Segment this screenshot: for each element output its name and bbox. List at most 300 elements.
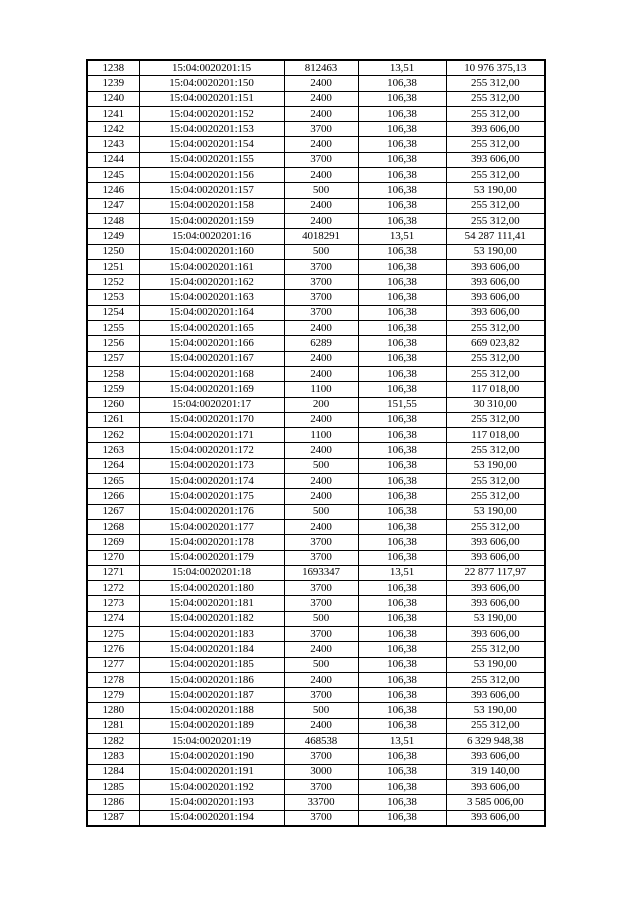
cadastral-number-cell: 15:04:0020201:189 (139, 718, 284, 733)
table-row (87, 718, 545, 733)
table-row (87, 672, 545, 687)
area-cell: 468538 (284, 734, 358, 749)
row-number-cell: 1246 (87, 183, 139, 198)
row-number-cell: 1261 (87, 412, 139, 427)
table-row (87, 198, 545, 213)
value-cell: 255 312,00 (446, 106, 545, 121)
rate-cell: 106,38 (358, 91, 446, 106)
area-cell: 500 (284, 657, 358, 672)
row-number-cell: 1238 (87, 60, 139, 76)
row-number-cell: 1273 (87, 596, 139, 611)
value-cell: 255 312,00 (446, 642, 545, 657)
rate-cell: 106,38 (358, 519, 446, 534)
cadastral-number-cell: 15:04:0020201:158 (139, 198, 284, 213)
cadastral-number-cell: 15:04:0020201:193 (139, 795, 284, 810)
table-row (87, 550, 545, 565)
area-cell: 3700 (284, 626, 358, 641)
row-number-cell: 1248 (87, 213, 139, 228)
value-cell: 117 018,00 (446, 382, 545, 397)
rate-cell: 106,38 (358, 489, 446, 504)
rate-cell: 151,55 (358, 397, 446, 412)
cadastral-number-cell: 15:04:0020201:160 (139, 244, 284, 259)
value-cell: 319 140,00 (446, 764, 545, 779)
area-cell: 500 (284, 458, 358, 473)
row-number-cell: 1241 (87, 106, 139, 121)
cadastral-number-cell: 15:04:0020201:181 (139, 596, 284, 611)
table-row (87, 382, 545, 397)
value-cell: 22 877 117,97 (446, 565, 545, 580)
value-cell: 393 606,00 (446, 122, 545, 137)
area-cell: 2400 (284, 489, 358, 504)
cadastral-number-cell: 15:04:0020201:16 (139, 229, 284, 244)
value-cell: 255 312,00 (446, 489, 545, 504)
rate-cell: 106,38 (358, 703, 446, 718)
area-cell: 2400 (284, 198, 358, 213)
value-cell: 255 312,00 (446, 718, 545, 733)
value-cell: 255 312,00 (446, 366, 545, 381)
rate-cell: 106,38 (358, 810, 446, 826)
value-cell: 255 312,00 (446, 91, 545, 106)
cadastral-number-cell: 15:04:0020201:162 (139, 275, 284, 290)
table-row (87, 76, 545, 91)
cadastral-number-cell: 15:04:0020201:186 (139, 672, 284, 687)
row-number-cell: 1262 (87, 428, 139, 443)
row-number-cell: 1247 (87, 198, 139, 213)
value-cell: 54 287 111,41 (446, 229, 545, 244)
cadastral-number-cell: 15:04:0020201:169 (139, 382, 284, 397)
row-number-cell: 1259 (87, 382, 139, 397)
cadastral-number-cell: 15:04:0020201:177 (139, 519, 284, 534)
area-cell: 2400 (284, 106, 358, 121)
rate-cell: 106,38 (358, 672, 446, 687)
value-cell: 255 312,00 (446, 321, 545, 336)
area-cell: 3700 (284, 122, 358, 137)
area-cell: 1100 (284, 428, 358, 443)
rate-cell: 106,38 (358, 688, 446, 703)
area-cell: 500 (284, 703, 358, 718)
rate-cell: 106,38 (358, 366, 446, 381)
cadastral-number-cell: 15:04:0020201:183 (139, 626, 284, 641)
cadastral-number-cell: 15:04:0020201:155 (139, 152, 284, 167)
area-cell: 500 (284, 244, 358, 259)
area-cell: 4018291 (284, 229, 358, 244)
area-cell: 3700 (284, 581, 358, 596)
cadastral-number-cell: 15:04:0020201:19 (139, 734, 284, 749)
rate-cell: 106,38 (358, 474, 446, 489)
area-cell: 2400 (284, 76, 358, 91)
row-number-cell: 1274 (87, 611, 139, 626)
value-cell: 255 312,00 (446, 351, 545, 366)
row-number-cell: 1280 (87, 703, 139, 718)
value-cell: 393 606,00 (446, 688, 545, 703)
row-number-cell: 1242 (87, 122, 139, 137)
value-cell: 393 606,00 (446, 535, 545, 550)
value-cell: 255 312,00 (446, 519, 545, 534)
row-number-cell: 1251 (87, 259, 139, 274)
rate-cell: 106,38 (358, 168, 446, 183)
value-cell: 53 190,00 (446, 611, 545, 626)
rate-cell: 106,38 (358, 428, 446, 443)
table-row (87, 397, 545, 412)
table-row (87, 259, 545, 274)
table-row (87, 91, 545, 106)
rate-cell: 106,38 (358, 779, 446, 794)
area-cell: 2400 (284, 321, 358, 336)
area-cell: 3700 (284, 535, 358, 550)
cadastral-number-cell: 15:04:0020201:182 (139, 611, 284, 626)
table-row (87, 581, 545, 596)
area-cell: 3700 (284, 305, 358, 320)
rate-cell: 13,51 (358, 229, 446, 244)
cadastral-number-cell: 15:04:0020201:167 (139, 351, 284, 366)
row-number-cell: 1249 (87, 229, 139, 244)
row-number-cell: 1275 (87, 626, 139, 641)
area-cell: 1693347 (284, 565, 358, 580)
table-row (87, 275, 545, 290)
cadastral-number-cell: 15:04:0020201:159 (139, 213, 284, 228)
table-row (87, 596, 545, 611)
rate-cell: 106,38 (358, 749, 446, 764)
table-row (87, 122, 545, 137)
area-cell: 2400 (284, 168, 358, 183)
value-cell: 669 023,82 (446, 336, 545, 351)
value-cell: 53 190,00 (446, 504, 545, 519)
row-number-cell: 1276 (87, 642, 139, 657)
area-cell: 3700 (284, 779, 358, 794)
row-number-cell: 1272 (87, 581, 139, 596)
table-row (87, 795, 545, 810)
cadastral-number-cell: 15:04:0020201:178 (139, 535, 284, 550)
value-cell: 393 606,00 (446, 810, 545, 826)
value-cell: 393 606,00 (446, 550, 545, 565)
value-cell: 255 312,00 (446, 443, 545, 458)
area-cell: 2400 (284, 718, 358, 733)
table-row (87, 734, 545, 749)
row-number-cell: 1283 (87, 749, 139, 764)
table-row (87, 213, 545, 228)
rate-cell: 106,38 (358, 198, 446, 213)
cadastral-number-cell: 15:04:0020201:173 (139, 458, 284, 473)
rate-cell: 106,38 (358, 626, 446, 641)
value-cell: 393 606,00 (446, 749, 545, 764)
rate-cell: 106,38 (358, 764, 446, 779)
area-cell: 3700 (284, 275, 358, 290)
table-row (87, 443, 545, 458)
cadastral-number-cell: 15:04:0020201:191 (139, 764, 284, 779)
area-cell: 500 (284, 504, 358, 519)
table-row (87, 810, 545, 826)
rate-cell: 106,38 (358, 351, 446, 366)
rate-cell: 106,38 (358, 213, 446, 228)
row-number-cell: 1279 (87, 688, 139, 703)
table-row (87, 152, 545, 167)
cadastral-number-cell: 15:04:0020201:152 (139, 106, 284, 121)
row-number-cell: 1240 (87, 91, 139, 106)
cadastral-number-cell: 15:04:0020201:170 (139, 412, 284, 427)
value-cell: 255 312,00 (446, 213, 545, 228)
area-cell: 2400 (284, 672, 358, 687)
table-row (87, 657, 545, 672)
rate-cell: 13,51 (358, 734, 446, 749)
table-row (87, 458, 545, 473)
rate-cell: 106,38 (358, 275, 446, 290)
rate-cell: 106,38 (358, 321, 446, 336)
value-cell: 255 312,00 (446, 137, 545, 152)
cadastral-number-cell: 15:04:0020201:180 (139, 581, 284, 596)
row-number-cell: 1265 (87, 474, 139, 489)
area-cell: 2400 (284, 137, 358, 152)
table-row (87, 366, 545, 381)
table-row (87, 565, 545, 580)
cadastral-number-cell: 15:04:0020201:187 (139, 688, 284, 703)
rate-cell: 106,38 (358, 336, 446, 351)
row-number-cell: 1287 (87, 810, 139, 826)
rate-cell: 106,38 (358, 290, 446, 305)
row-number-cell: 1254 (87, 305, 139, 320)
table-row (87, 474, 545, 489)
table-row (87, 535, 545, 550)
area-cell: 3700 (284, 749, 358, 764)
row-number-cell: 1268 (87, 519, 139, 534)
table-row (87, 504, 545, 519)
row-number-cell: 1284 (87, 764, 139, 779)
table-row (87, 60, 545, 76)
value-cell: 53 190,00 (446, 244, 545, 259)
rate-cell: 106,38 (358, 550, 446, 565)
value-cell: 30 310,00 (446, 397, 545, 412)
value-cell: 255 312,00 (446, 76, 545, 91)
cadastral-number-cell: 15:04:0020201:190 (139, 749, 284, 764)
value-cell: 393 606,00 (446, 596, 545, 611)
value-cell: 393 606,00 (446, 581, 545, 596)
row-number-cell: 1282 (87, 734, 139, 749)
table-row (87, 764, 545, 779)
area-cell: 812463 (284, 60, 358, 76)
rate-cell: 106,38 (358, 183, 446, 198)
row-number-cell: 1277 (87, 657, 139, 672)
area-cell: 2400 (284, 412, 358, 427)
value-cell: 6 329 948,38 (446, 734, 545, 749)
cadastral-number-cell: 15:04:0020201:151 (139, 91, 284, 106)
value-cell: 393 606,00 (446, 152, 545, 167)
value-cell: 393 606,00 (446, 626, 545, 641)
row-number-cell: 1266 (87, 489, 139, 504)
area-cell: 3700 (284, 596, 358, 611)
data-table (86, 59, 546, 827)
rate-cell: 106,38 (358, 642, 446, 657)
row-number-cell: 1244 (87, 152, 139, 167)
area-cell: 3700 (284, 259, 358, 274)
cadastral-number-cell: 15:04:0020201:194 (139, 810, 284, 826)
row-number-cell: 1271 (87, 565, 139, 580)
table-row (87, 183, 545, 198)
rate-cell: 106,38 (358, 718, 446, 733)
rate-cell: 106,38 (358, 244, 446, 259)
row-number-cell: 1255 (87, 321, 139, 336)
cadastral-number-cell: 15:04:0020201:154 (139, 137, 284, 152)
value-cell: 393 606,00 (446, 290, 545, 305)
cadastral-number-cell: 15:04:0020201:153 (139, 122, 284, 137)
area-cell: 6289 (284, 336, 358, 351)
row-number-cell: 1264 (87, 458, 139, 473)
value-cell: 53 190,00 (446, 183, 545, 198)
table-row (87, 137, 545, 152)
value-cell: 393 606,00 (446, 275, 545, 290)
table-body (87, 60, 545, 826)
cadastral-number-cell: 15:04:0020201:161 (139, 259, 284, 274)
cadastral-number-cell: 15:04:0020201:174 (139, 474, 284, 489)
area-cell: 500 (284, 611, 358, 626)
area-cell: 3700 (284, 688, 358, 703)
area-cell: 3700 (284, 152, 358, 167)
cadastral-number-cell: 15:04:0020201:168 (139, 366, 284, 381)
value-cell: 255 312,00 (446, 198, 545, 213)
value-cell: 53 190,00 (446, 703, 545, 718)
cadastral-number-cell: 15:04:0020201:150 (139, 76, 284, 91)
area-cell: 3700 (284, 550, 358, 565)
area-cell: 500 (284, 183, 358, 198)
table-row (87, 611, 545, 626)
row-number-cell: 1252 (87, 275, 139, 290)
row-number-cell: 1281 (87, 718, 139, 733)
cadastral-number-cell: 15:04:0020201:192 (139, 779, 284, 794)
area-cell: 2400 (284, 351, 358, 366)
row-number-cell: 1245 (87, 168, 139, 183)
rate-cell: 106,38 (358, 596, 446, 611)
table-row (87, 244, 545, 259)
table-row (87, 290, 545, 305)
rate-cell: 106,38 (358, 122, 446, 137)
cadastral-number-cell: 15:04:0020201:171 (139, 428, 284, 443)
rate-cell: 13,51 (358, 60, 446, 76)
value-cell: 255 312,00 (446, 474, 545, 489)
table-row (87, 642, 545, 657)
cadastral-number-cell: 15:04:0020201:15 (139, 60, 284, 76)
row-number-cell: 1263 (87, 443, 139, 458)
row-number-cell: 1260 (87, 397, 139, 412)
cadastral-number-cell: 15:04:0020201:157 (139, 183, 284, 198)
table-row (87, 106, 545, 121)
cadastral-number-cell: 15:04:0020201:185 (139, 657, 284, 672)
table-row (87, 321, 545, 336)
row-number-cell: 1269 (87, 535, 139, 550)
row-number-cell: 1250 (87, 244, 139, 259)
row-number-cell: 1253 (87, 290, 139, 305)
table-row (87, 489, 545, 504)
rate-cell: 106,38 (358, 305, 446, 320)
row-number-cell: 1267 (87, 504, 139, 519)
rate-cell: 106,38 (358, 458, 446, 473)
cadastral-number-cell: 15:04:0020201:184 (139, 642, 284, 657)
rate-cell: 106,38 (358, 259, 446, 274)
cadastral-number-cell: 15:04:0020201:166 (139, 336, 284, 351)
row-number-cell: 1257 (87, 351, 139, 366)
row-number-cell: 1285 (87, 779, 139, 794)
rate-cell: 106,38 (358, 106, 446, 121)
table-row (87, 412, 545, 427)
rate-cell: 106,38 (358, 443, 446, 458)
table-row (87, 703, 545, 718)
table-row (87, 626, 545, 641)
value-cell: 117 018,00 (446, 428, 545, 443)
rate-cell: 106,38 (358, 657, 446, 672)
rate-cell: 13,51 (358, 565, 446, 580)
area-cell: 2400 (284, 213, 358, 228)
rate-cell: 106,38 (358, 137, 446, 152)
value-cell: 255 312,00 (446, 168, 545, 183)
rate-cell: 106,38 (358, 382, 446, 397)
area-cell: 3700 (284, 290, 358, 305)
rate-cell: 106,38 (358, 504, 446, 519)
area-cell: 2400 (284, 519, 358, 534)
table-row (87, 519, 545, 534)
row-number-cell: 1278 (87, 672, 139, 687)
value-cell: 10 976 375,13 (446, 60, 545, 76)
area-cell: 33700 (284, 795, 358, 810)
cadastral-number-cell: 15:04:0020201:18 (139, 565, 284, 580)
rate-cell: 106,38 (358, 581, 446, 596)
cadastral-number-cell: 15:04:0020201:17 (139, 397, 284, 412)
row-number-cell: 1270 (87, 550, 139, 565)
table-row (87, 336, 545, 351)
value-cell: 255 312,00 (446, 412, 545, 427)
rate-cell: 106,38 (358, 535, 446, 550)
area-cell: 3700 (284, 810, 358, 826)
area-cell: 2400 (284, 91, 358, 106)
area-cell: 2400 (284, 443, 358, 458)
rate-cell: 106,38 (358, 611, 446, 626)
table-row (87, 168, 545, 183)
row-number-cell: 1286 (87, 795, 139, 810)
row-number-cell: 1239 (87, 76, 139, 91)
row-number-cell: 1258 (87, 366, 139, 381)
cadastral-number-cell: 15:04:0020201:165 (139, 321, 284, 336)
table-row (87, 428, 545, 443)
cadastral-number-cell: 15:04:0020201:175 (139, 489, 284, 504)
area-cell: 2400 (284, 366, 358, 381)
value-cell: 255 312,00 (446, 672, 545, 687)
table-row (87, 749, 545, 764)
table-row (87, 688, 545, 703)
cadastral-number-cell: 15:04:0020201:179 (139, 550, 284, 565)
area-cell: 1100 (284, 382, 358, 397)
value-cell: 53 190,00 (446, 657, 545, 672)
cadastral-number-cell: 15:04:0020201:163 (139, 290, 284, 305)
table-row (87, 351, 545, 366)
row-number-cell: 1243 (87, 137, 139, 152)
cadastral-number-cell: 15:04:0020201:176 (139, 504, 284, 519)
area-cell: 3000 (284, 764, 358, 779)
table-row (87, 229, 545, 244)
rate-cell: 106,38 (358, 76, 446, 91)
rate-cell: 106,38 (358, 795, 446, 810)
area-cell: 2400 (284, 642, 358, 657)
value-cell: 53 190,00 (446, 458, 545, 473)
cadastral-number-cell: 15:04:0020201:156 (139, 168, 284, 183)
table-row (87, 305, 545, 320)
cadastral-number-cell: 15:04:0020201:164 (139, 305, 284, 320)
cadastral-number-cell: 15:04:0020201:188 (139, 703, 284, 718)
table-row (87, 779, 545, 794)
rate-cell: 106,38 (358, 152, 446, 167)
cadastral-number-cell: 15:04:0020201:172 (139, 443, 284, 458)
row-number-cell: 1256 (87, 336, 139, 351)
rate-cell: 106,38 (358, 412, 446, 427)
value-cell: 393 606,00 (446, 305, 545, 320)
area-cell: 2400 (284, 474, 358, 489)
value-cell: 3 585 006,00 (446, 795, 545, 810)
area-cell: 200 (284, 397, 358, 412)
